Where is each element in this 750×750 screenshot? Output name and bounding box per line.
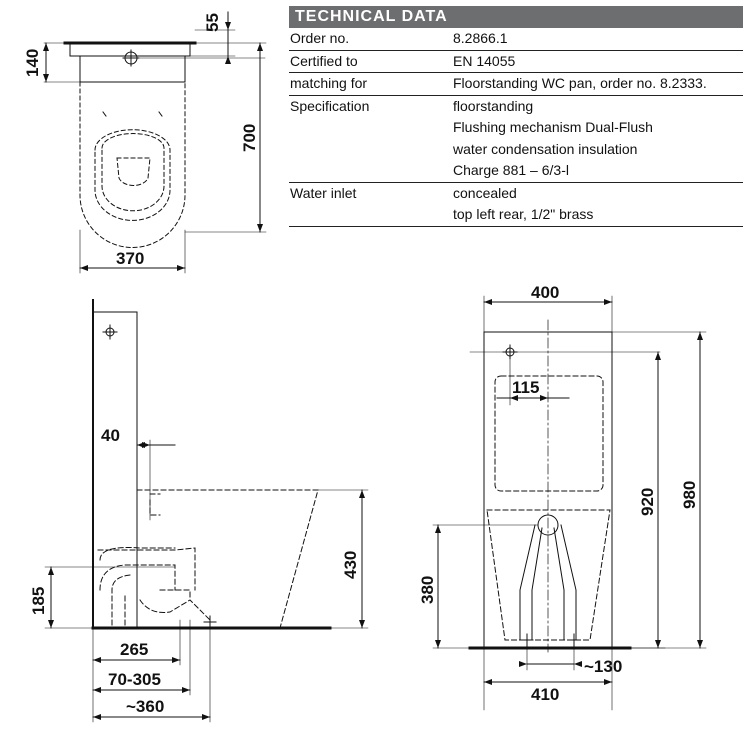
side-view <box>45 300 368 722</box>
dim-400: 400 <box>531 283 560 302</box>
table-row <box>289 28 743 51</box>
technical-data-table <box>289 6 743 227</box>
table-row <box>289 73 743 96</box>
row-label: Water inlet <box>290 184 357 201</box>
table-row <box>289 96 743 183</box>
dim-130: ~130 <box>584 657 623 676</box>
row-label: matching for <box>290 75 368 91</box>
technical-data-title: TECHNICAL DATA <box>289 6 743 28</box>
dim-920: 920 <box>638 487 657 516</box>
row-value: water condensation insulation <box>453 140 638 157</box>
dim-115: 115 <box>512 378 540 397</box>
row-value: Flushing mechanism Dual-Flush <box>453 119 653 135</box>
dim-360: ~360 <box>126 697 165 716</box>
top-view <box>44 12 266 273</box>
dim-55: 55 <box>203 13 222 32</box>
table-row <box>289 183 743 227</box>
row-label: Certified to <box>290 52 358 69</box>
row-value: top left rear, 1/2" brass <box>453 206 594 222</box>
row-value: EN 14055 <box>453 52 516 69</box>
dim-265: 265 <box>120 640 149 659</box>
table-row <box>289 51 743 74</box>
row-value: concealed <box>453 184 517 201</box>
row-label: Specification <box>290 97 370 114</box>
dim-410: 410 <box>531 685 560 704</box>
dim-40: 40 <box>101 426 120 445</box>
row-value: 8.2866.1 <box>453 30 508 46</box>
dim-700: 700 <box>240 123 259 152</box>
row-value: Floorstanding WC pan, order no. 8.2333. <box>453 75 707 91</box>
dim-370: 370 <box>116 249 145 268</box>
dim-980: 980 <box>680 480 699 509</box>
dim-430: 430 <box>341 550 360 579</box>
row-value: Charge 881 – 6/3-l <box>453 162 569 178</box>
row-value: floorstanding <box>453 97 534 114</box>
dim-70-305: 70-305 <box>108 670 161 689</box>
dim-185: 185 <box>29 586 48 615</box>
dim-140: 140 <box>23 48 42 77</box>
dim-380: 380 <box>418 575 437 604</box>
front-view <box>433 296 706 710</box>
row-label: Order no. <box>290 30 350 46</box>
